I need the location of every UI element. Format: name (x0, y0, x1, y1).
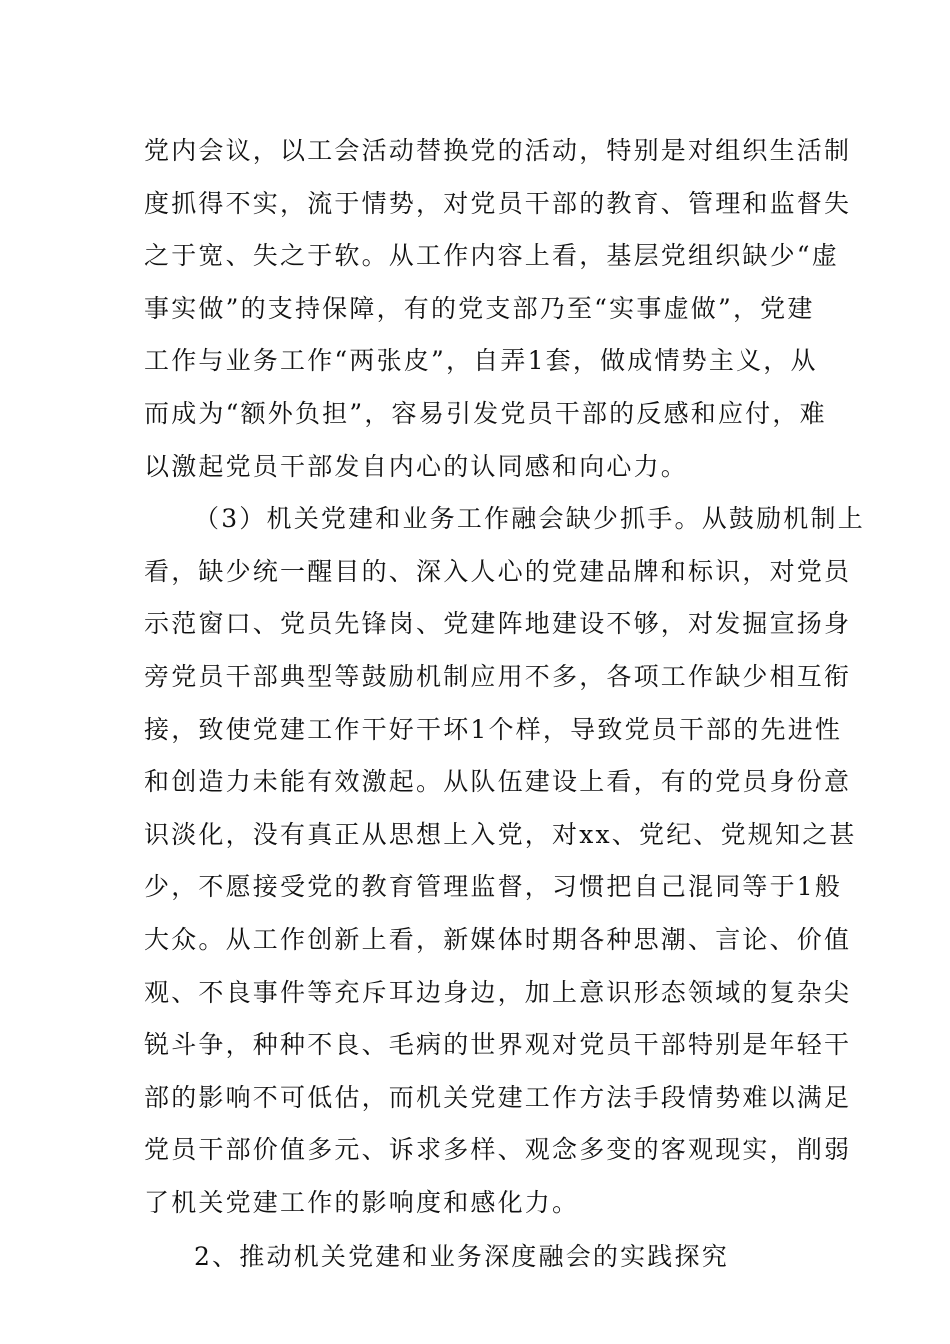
paragraph-line: 之于宽、失之于软。从工作内容上看，基层党组织缺少“虚 (144, 241, 839, 271)
paragraph-line: 和创造力未能有效激起。从队伍建设上看，有的党员身份意 (144, 767, 852, 797)
paragraph-line: 事实做”的支持保障，有的党支部乃至“实事虚做”，党建 (144, 293, 815, 323)
paragraph-line: 部的影响不可低估，而机关党建工作方法手段情势难以满足 (144, 1082, 852, 1112)
paragraph-line: 锐斗争，种种不良、毛病的世界观对党员干部特别是年轻干 (144, 1030, 852, 1060)
paragraph-line: 党内会议，以工会活动替换党的活动，特别是对组织生活制 (144, 136, 852, 165)
paragraph-line: 看，缺少统一醒目的、深入人心的党建品牌和标识，对党员 (144, 556, 852, 586)
paragraph-line: 工作与业务工作“两张皮”，自弄1套，做成情势主义，从 (144, 346, 818, 376)
paragraph-line: 观、不良事件等充斥耳边身边，加上意识形态领域的复杂尖 (144, 977, 852, 1007)
document-body (144, 128, 865, 1287)
paragraph-line: 旁党员干部典型等鼓励机制应用不多，各项工作缺少相互衔 (144, 661, 852, 691)
paragraph-line: 以激起党员干部发自内心的认同感和向心力。 (144, 451, 689, 481)
paragraph-line: 党员干部价值多元、诉求多样、观念多变的客观现实，削弱 (144, 1135, 852, 1165)
paragraph-line: 度抓得不实，流于情势，对党员干部的教育、管理和监督失 (144, 188, 852, 218)
paragraph-line: 了机关党建工作的影响度和感化力。 (144, 1187, 580, 1217)
paragraph-line: 示范窗口、党员先锋岗、党建阵地建设不够，对发掘宣扬身 (144, 609, 852, 639)
paragraph-line: 大众。从工作创新上看，新媒体时期各种思潮、言论、价值 (144, 924, 852, 954)
paragraph-first-line: （3）机关党建和业务工作融会缺少抓手。从鼓励机制上 (194, 504, 865, 534)
paragraph-line: 而成为“额外负担”，容易引发党员干部的反感和应付，难 (144, 398, 827, 428)
paragraph-line: 识淡化，没有真正从思想上入党，对xx、党纪、党规知之甚 (144, 819, 857, 849)
paragraph-line: 少，不愿接受党的教育管理监督，习惯把自己混同等于1般 (144, 872, 843, 902)
paragraph-line: 接，致使党建工作干好干坏1个样，导致党员干部的先进性 (144, 714, 843, 744)
section-heading: 2、推动机关党建和业务深度融会的实践探究 (194, 1242, 729, 1272)
